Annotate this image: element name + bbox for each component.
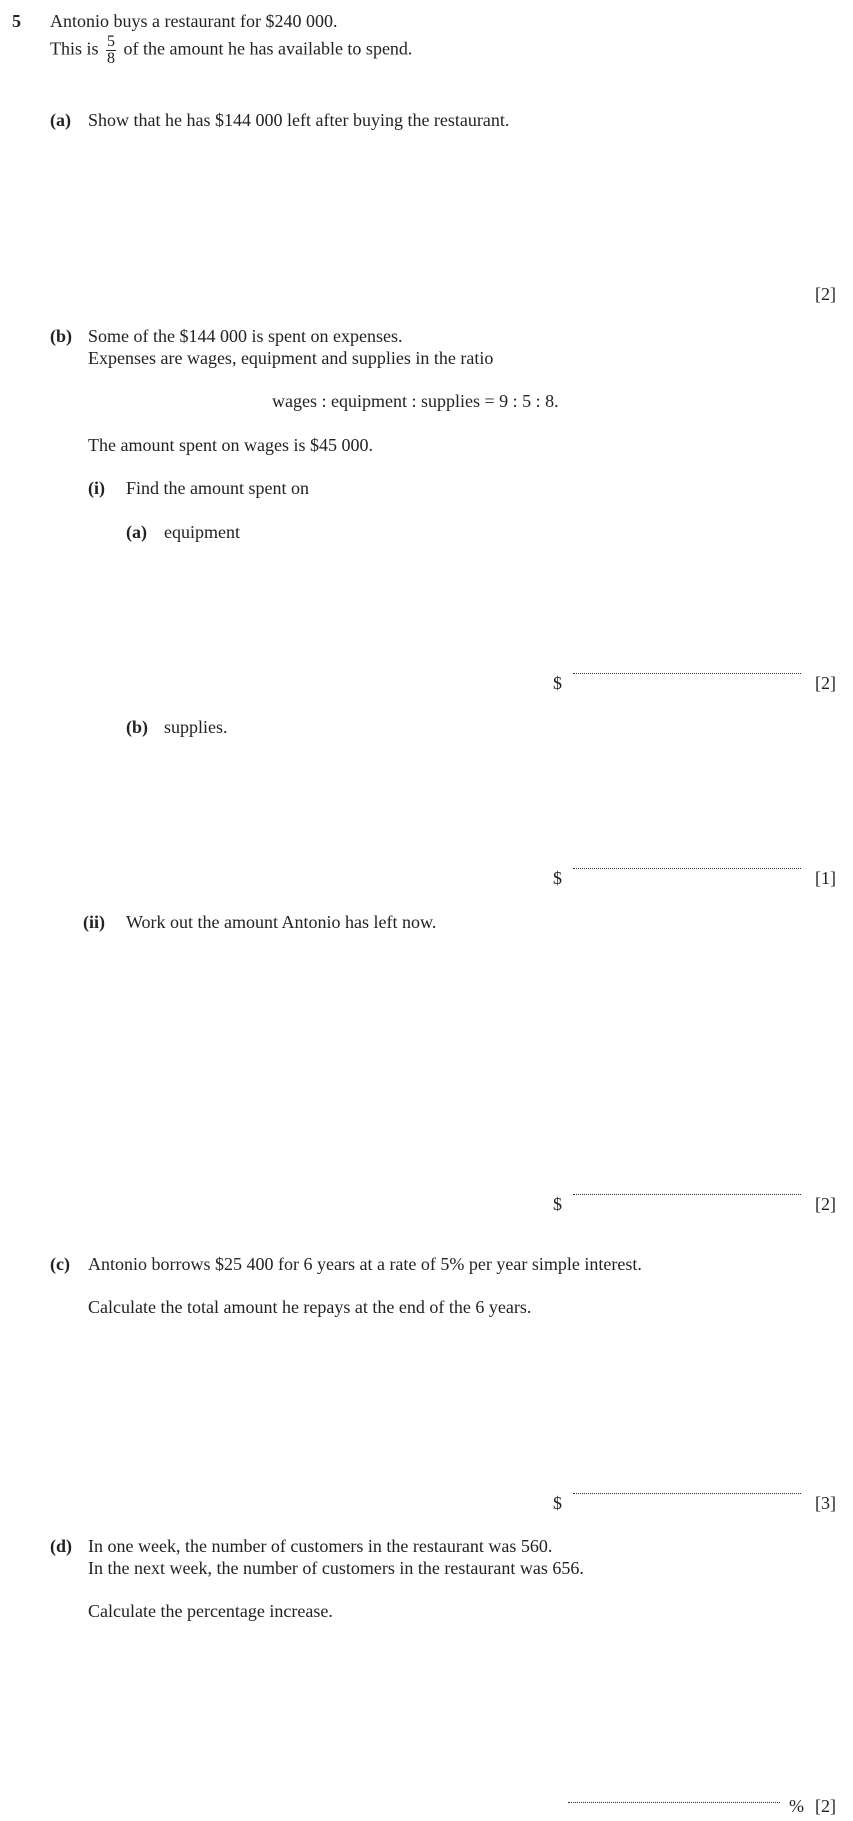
part-c-line-2: Calculate the total amount he repays at the end of the 6 years. (88, 1297, 532, 1317)
intro-line-2-before: This is (50, 38, 99, 59)
part-b-ii-text: Work out the amount Antonio has left now. (126, 912, 437, 932)
part-c-line-1: Antonio borrows $25 400 for 6 years at a rate of 5% per year simple interest. (88, 1254, 642, 1274)
part-b-i-label: (i) (88, 478, 105, 498)
part-b-i-b-label: (b) (126, 717, 148, 737)
part-b-ii-label: (ii) (83, 912, 105, 932)
intro-line-2-after: of the amount he has available to spend. (123, 38, 413, 59)
wages-statement: The amount spent on wages is $45 000. (88, 435, 373, 455)
part-b-line-1: Some of the $144 000 is spent on expenses. (88, 326, 403, 346)
repayment-answer-line[interactable] (573, 1493, 801, 1494)
supplies-answer-line[interactable] (573, 868, 801, 869)
part-d-line-2: In the next week, the number of customers in the restaurant was 656. (88, 1558, 584, 1578)
supplies-dollar-sign: $ (553, 868, 562, 888)
part-b-i-text: Find the amount spent on (126, 478, 309, 498)
question-number: 5 (12, 11, 21, 31)
amount-left-mark: [2] (815, 1194, 836, 1214)
intro-line-2 (50, 34, 412, 67)
percentage-answer-line[interactable] (568, 1802, 780, 1803)
amount-left-dollar-sign: $ (553, 1194, 562, 1214)
part-b-i-a-text: equipment (164, 522, 240, 542)
intro-line-1: Antonio buys a restaurant for $240 000. (50, 11, 338, 31)
part-d-line-3: Calculate the percentage increase. (88, 1601, 333, 1621)
part-b-i-a-label: (a) (126, 522, 147, 542)
fraction-five-eighths (106, 34, 116, 67)
part-c-label: (c) (50, 1254, 70, 1274)
percent-sign: % (789, 1796, 804, 1816)
part-d-label: (d) (50, 1536, 72, 1556)
fraction-numerator: 5 (107, 33, 116, 50)
equipment-mark: [2] (815, 673, 836, 693)
fraction-denominator: 8 (107, 50, 116, 67)
part-b-i-b-text: supplies. (164, 717, 228, 737)
repayment-mark: [3] (815, 1493, 836, 1513)
ratio-statement: wages : equipment : supplies = 9 : 5 : 8. (272, 391, 559, 411)
supplies-mark: [1] (815, 868, 836, 888)
part-b-label: (b) (50, 326, 72, 346)
part-b-line-2: Expenses are wages, equipment and supplies in the ratio (88, 348, 494, 368)
part-a-text: Show that he has $144 000 left after buying the restaurant. (88, 110, 510, 130)
equipment-dollar-sign: $ (553, 673, 562, 693)
part-a-mark: [2] (815, 284, 836, 304)
repayment-dollar-sign: $ (553, 1493, 562, 1513)
amount-left-answer-line[interactable] (573, 1194, 801, 1195)
part-d-line-1: In one week, the number of customers in the restaurant was 560. (88, 1536, 553, 1556)
percentage-mark: [2] (815, 1796, 836, 1816)
equipment-answer-line[interactable] (573, 673, 801, 674)
part-a-label: (a) (50, 110, 71, 130)
